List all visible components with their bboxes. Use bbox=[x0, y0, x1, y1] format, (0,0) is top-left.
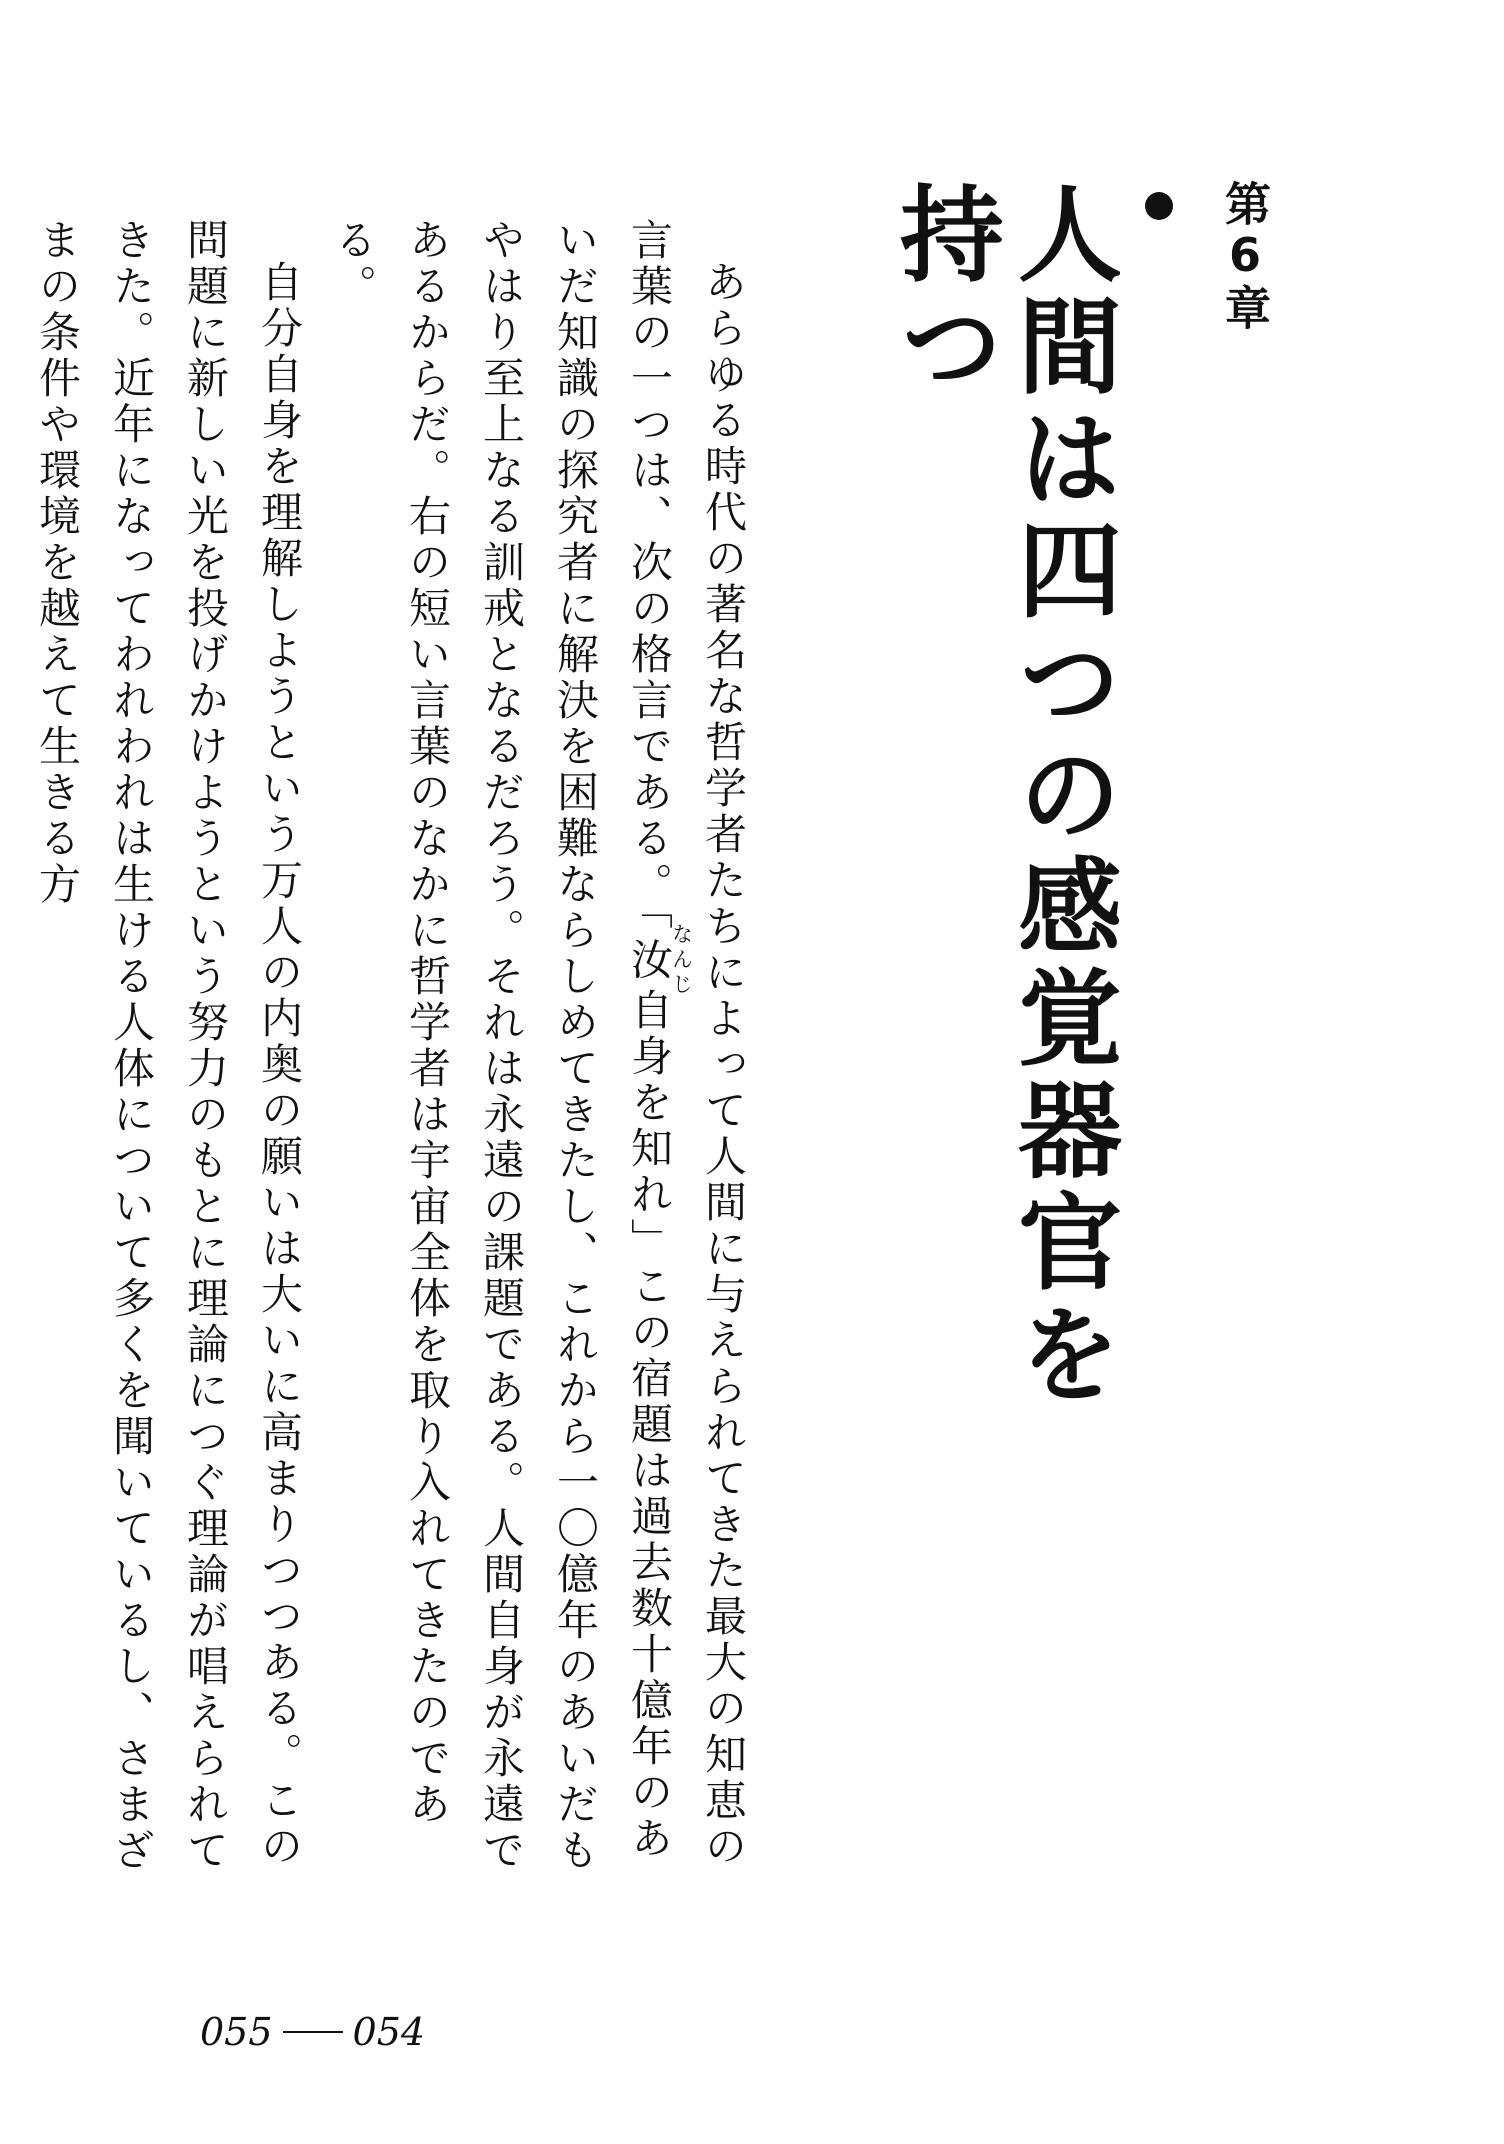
paragraph-1-part-2: 自身を知れ」この宿題は過去数十億年のあいだ知識の探究者に解決を困難ならしめてきたし、これから一〇億年のあいだもやはり至上なる訓戒となるだろう。それは永遠の課題である。人間自身が永遠であるからだ。右の短い言葉のなかに哲学者は宇宙全体を取り入れてきたのである。 bbox=[329, 218, 674, 1874]
ruby-annotation bbox=[625, 923, 694, 998]
body-text bbox=[33, 218, 760, 1878]
page-number-right: 054 bbox=[352, 2010, 426, 2054]
page-number-left: 055 bbox=[200, 2010, 273, 2054]
paragraph-2: 自分自身を理解しようという万人の内奥の願いは大いに高まりつつある。この問題に新しい光を投げかけようという努力のもとに理論につぐ理論が唱えられてきた。近年になってわれわれは生ける人体について多くを聞いているし、さまざまの条件や環境を越えて生きる方 bbox=[33, 218, 304, 1874]
paragraph-1 bbox=[316, 218, 760, 1878]
folio-dash bbox=[283, 2031, 343, 2033]
chapter-title: 人間は四つの感覚器官を持つ bbox=[882, 180, 1123, 1412]
chapter-label: 第6章 bbox=[1218, 180, 1272, 332]
paragraph-1-part-1: あらゆる時代の著名な哲学者たちによって人間に与えられてきた最大の知恵の言葉の一つは、次の格言である。「 bbox=[625, 218, 748, 1870]
ruby-base: 汝 bbox=[625, 923, 674, 998]
bullet-dot-icon bbox=[1145, 192, 1173, 220]
page-number bbox=[200, 2010, 425, 2054]
ruby-text: なんじ bbox=[669, 923, 694, 998]
